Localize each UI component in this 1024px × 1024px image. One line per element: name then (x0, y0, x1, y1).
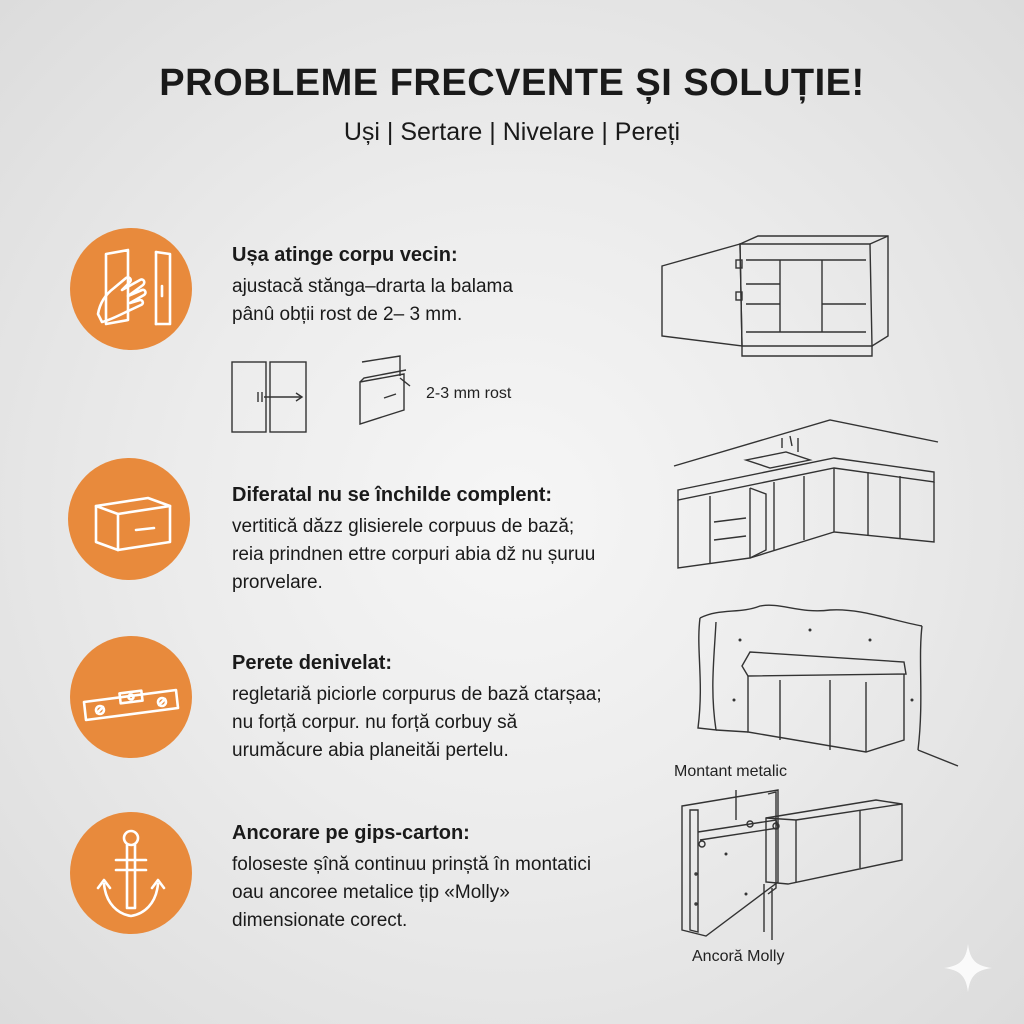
gap-label: 2-3 mm rost (426, 385, 512, 402)
drywall-mounting-sketch (676, 784, 910, 944)
problem-wall (232, 652, 672, 765)
problem-heading: Diferatal nu se închilde complent: (232, 484, 553, 506)
spirit-level-icon (70, 636, 192, 758)
problem-heading: Ușa atinge corpu vecin: (232, 244, 458, 266)
page-subtitle: Uși | Sertare | Nivelare | Pereți (343, 118, 681, 146)
kitchen-corner-sketch (670, 412, 942, 580)
stud-label: Montant metalic (674, 763, 787, 780)
problem-solution: regletariă piciorle corpurus de bază ctarșaa; nu forță corpur. nu forță corbuy să urumăcure abia planeităi pertelu. (232, 684, 602, 761)
door-icon-circle (70, 228, 192, 350)
problem-solution: foloseste șînă continuu prinștă în montatici oau ancoree metalice țip «Molly» dimensionate corect. (232, 854, 592, 931)
problem-drywall (232, 822, 672, 935)
problem-solution: ajustacă stănga–drarta la balama pânû obții rost de 2– 3 mm. (232, 276, 513, 325)
problem-heading: Ancorare pe gips-carton: (232, 822, 470, 844)
drawer-icon-circle (68, 458, 190, 580)
drawer-icon (68, 458, 190, 580)
wall-cabinet-sketch (650, 232, 890, 362)
door-hand-icon (70, 228, 192, 350)
level-icon-circle (70, 636, 192, 758)
sparkle-icon (942, 942, 994, 994)
page-title: PROBLEME FRECVENTE ȘI SOLUȚIE! (159, 62, 865, 104)
problem-drawer (232, 484, 672, 597)
molly-label: Ancoră Molly (692, 948, 785, 965)
anchor-icon (70, 812, 192, 934)
problem-door (232, 244, 672, 329)
uneven-wall-sketch (690, 600, 962, 772)
anchor-icon-circle (70, 812, 192, 934)
problem-heading: Perete denivelat: (232, 652, 393, 674)
problem-solution: vertitică dăzz glisierele corpuus de bază; reia prindnen ettre corpuri abia dž nu șuruu prorvelare. (232, 516, 596, 593)
